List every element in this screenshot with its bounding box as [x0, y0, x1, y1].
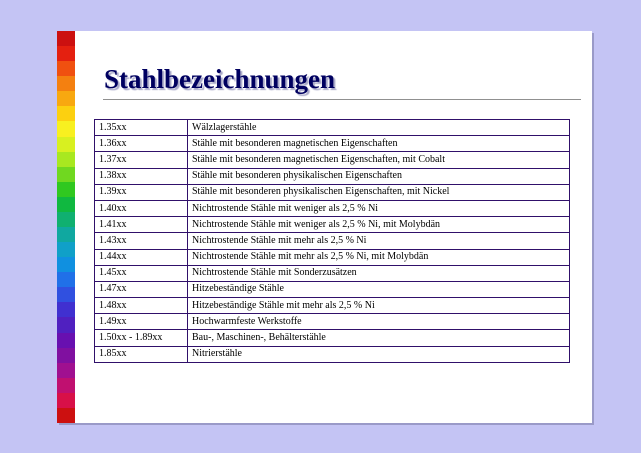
rainbow-band [57, 393, 75, 408]
rainbow-band [57, 167, 75, 182]
rainbow-band [57, 91, 75, 106]
table-row [95, 217, 570, 233]
designation-code-cell: 1.40xx [95, 200, 188, 216]
description-cell: Wälzlagerstähle [188, 120, 570, 136]
rainbow-band [57, 152, 75, 167]
rainbow-band [57, 302, 75, 317]
designation-code-cell: 1.50xx - 1.89xx [95, 330, 188, 346]
description-cell: Stähle mit besonderen physikalischen Eigenschaften [188, 168, 570, 184]
rainbow-band [57, 333, 75, 348]
rainbow-band [57, 76, 75, 91]
table-row [95, 281, 570, 297]
designation-code-cell: 1.37xx [95, 152, 188, 168]
rainbow-band [57, 408, 75, 423]
description-cell: Stähle mit besonderen magnetischen Eigenschaften, mit Cobalt [188, 152, 570, 168]
rainbow-band [57, 257, 75, 272]
designation-code-cell: 1.35xx [95, 120, 188, 136]
rainbow-band [57, 378, 75, 393]
rainbow-band [57, 106, 75, 121]
description-cell: Nitrierstähle [188, 346, 570, 362]
table-row [95, 152, 570, 168]
designation-code-cell: 1.36xx [95, 136, 188, 152]
table-row [95, 330, 570, 346]
rainbow-band [57, 272, 75, 287]
rainbow-band [57, 46, 75, 61]
rainbow-band [57, 242, 75, 257]
rainbow-stripe [57, 31, 75, 423]
table-row [95, 168, 570, 184]
steel-designation-table [94, 119, 570, 363]
designation-code-cell: 1.45xx [95, 265, 188, 281]
designation-code-cell: 1.38xx [95, 168, 188, 184]
description-cell: Hitzebeständige Stähle mit mehr als 2,5 % Ni [188, 298, 570, 314]
rainbow-band [57, 212, 75, 227]
rainbow-band [57, 61, 75, 76]
title-divider [103, 99, 581, 100]
rainbow-band [57, 317, 75, 332]
page-title: Stahlbezeichnungen [104, 64, 336, 94]
table-row [95, 346, 570, 362]
rainbow-band [57, 197, 75, 212]
table-row [95, 136, 570, 152]
table-row [95, 120, 570, 136]
designation-code-cell: 1.44xx [95, 249, 188, 265]
table-row [95, 233, 570, 249]
rainbow-band [57, 182, 75, 197]
rainbow-band [57, 348, 75, 363]
table-row [95, 200, 570, 216]
description-cell: Stähle mit besonderen physikalischen Eigenschaften, mit Nickel [188, 184, 570, 200]
description-cell: Hochwarmfeste Werkstoffe [188, 314, 570, 330]
designation-code-cell: 1.49xx [95, 314, 188, 330]
designation-code-cell: 1.47xx [95, 281, 188, 297]
table-row [95, 265, 570, 281]
description-cell: Nichtrostende Stähle mit weniger als 2,5 % Ni, mit Molybdän [188, 217, 570, 233]
rainbow-band [57, 227, 75, 242]
rainbow-band [57, 31, 75, 46]
designation-code-cell: 1.85xx [95, 346, 188, 362]
description-cell: Stähle mit besonderen magnetischen Eigenschaften [188, 136, 570, 152]
designation-code-cell: 1.41xx [95, 217, 188, 233]
table-body [95, 120, 570, 363]
description-cell: Nichtrostende Stähle mit Sonderzusätzen [188, 265, 570, 281]
description-cell: Bau-, Maschinen-, Behälterstähle [188, 330, 570, 346]
table-row [95, 184, 570, 200]
description-cell: Nichtrostende Stähle mit weniger als 2,5 % Ni [188, 200, 570, 216]
designation-code-cell: 1.48xx [95, 298, 188, 314]
rainbow-band [57, 363, 75, 378]
rainbow-band [57, 137, 75, 152]
designation-code-cell: 1.43xx [95, 233, 188, 249]
rainbow-band [57, 287, 75, 302]
description-cell: Nichtrostende Stähle mit mehr als 2,5 % Ni, mit Molybdän [188, 249, 570, 265]
description-cell: Nichtrostende Stähle mit mehr als 2,5 % Ni [188, 233, 570, 249]
description-cell: Hitzebeständige Stähle [188, 281, 570, 297]
table-row [95, 314, 570, 330]
rainbow-band [57, 121, 75, 136]
table-row [95, 298, 570, 314]
table-row [95, 249, 570, 265]
designation-code-cell: 1.39xx [95, 184, 188, 200]
